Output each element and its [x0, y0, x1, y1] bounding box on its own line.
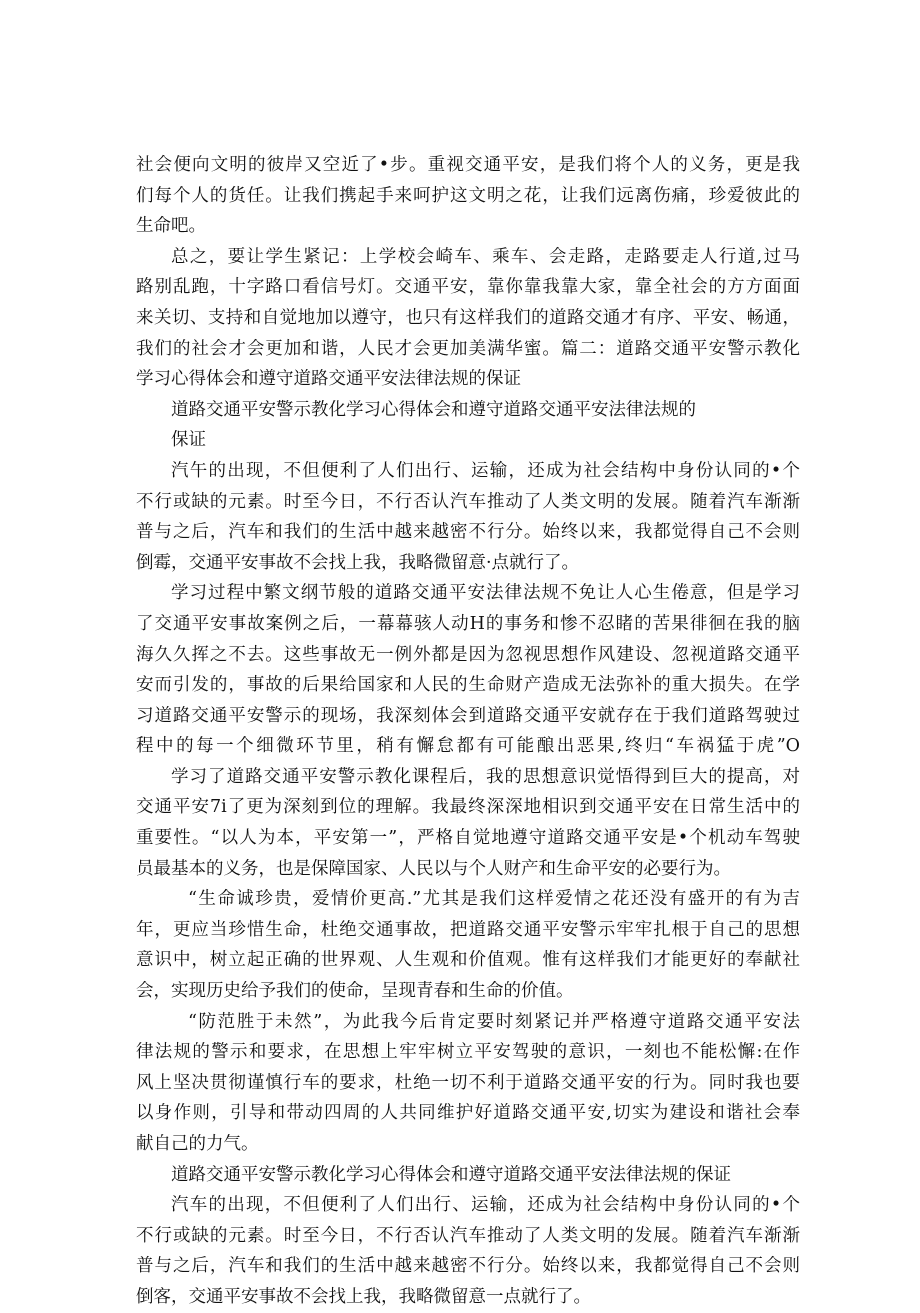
text-line: 路别乱跑，十字路口看信号灯。交通平安，靠你靠我靠大家，靠全社会的方方面面	[136, 277, 800, 298]
text-line: 普与之后，汽车和我们的生活中越来越密不行分。始终以来，我都觉得自己不会则	[136, 522, 800, 543]
text-line: 学习过程中繁文纲节般的道路交通平安法律法规不免让人心生倦意，但是学习	[171, 583, 800, 604]
text-line: 安而引发的，事故的后果给国家和人民的生命财产造成无法弥补的重大损失。在学	[136, 675, 800, 696]
text-line: 律法规的警示和要求，在思想上牢牢树立平安驾驶的意识，一刻也不能松懈:在作	[136, 1042, 800, 1063]
text-line: 汽车的出现，不但便利了人们出行、运输，还成为社会结构中身份认同的•个	[171, 1195, 800, 1216]
text-line: 我们的社会才会更加和谐，人民才会更加美满华蜜。篇二：道路交通平安警示教化	[136, 338, 800, 359]
text-line: 们每个人的货任。让我们携起手来呵护这文明之花，让我们远离伤痛，珍爱彼此的	[136, 185, 800, 206]
text-line: “生命诚珍贵，爱情价更高.”尤其是我们这样爱情之花还没有盛开的有为吉	[188, 889, 800, 910]
text-line: 会，实现历史给予我们的使命，呈现青春和生命的价值。	[136, 981, 574, 1002]
text-line: 不行或缺的元素。时至今日，不行否认汽车推动了人类文明的发展。随着汽车渐渐	[136, 1225, 800, 1246]
text-line: 来关切、支持和自觉地加以遵守，也只有这样我们的道路交通才有序、平安、畅通，	[136, 307, 800, 328]
section-heading: 道路交通平安警示教化学习心得体会和遵守道路交通平安法律法规的	[171, 399, 696, 420]
text-line: 普与之后，汽车和我们的生活中越来越密不行分。始终以来，我都觉得自己不会则	[136, 1256, 800, 1277]
text-line: 习道路交通平安警示的现场，我深刻体会到道路交通平安就存在于我们道路驾驶过	[136, 705, 800, 726]
section-heading: 道路交通平安警示教化学习心得体会和遵守道路交通平安法律法规的保证	[171, 1164, 731, 1185]
text-line: 生命吧。	[136, 216, 206, 237]
text-line: 重要性。“以人为本，平安第一”，严格自觉地遵守道路交通平安是•个机动车驾驶	[136, 828, 800, 849]
text-line: 汽午的出现，不但便利了人们出行、运输，还成为社会结构中身份认同的•个	[171, 460, 800, 481]
text-line: 社会便向文明的彼岸又空近了•步。重视交通平安，是我们将个人的义务，更是我	[136, 155, 800, 175]
text-line: 年，更应当珍惜生命，杜绝交通事故，把道路交通平安警示牢牢扎根于自己的思想	[136, 919, 800, 940]
text-line: “防范胜于未然”，为此我今后肯定要时刻紧记并严格遵守道路交通平安法	[188, 1011, 800, 1032]
text-line: 总之，要让学生紧记：上学校会崎车、乘车、会走路，走路要走人行道,过马	[171, 246, 800, 267]
document-body	[136, 150, 800, 1313]
section-heading-continued: 保证	[171, 430, 206, 451]
text-line: 不行或缺的元素。时至今日，不行否认汽车推动了人类文明的发展。随着汽车渐渐	[136, 491, 800, 512]
text-line: 风上坚决贯彻谨慎行车的要求，杜绝一切不利于道路交通平安的行为。同时我也要	[136, 1072, 800, 1093]
text-line: 倒客，交通平安事故不会找上我，我略微留意一点就行了。	[136, 1286, 591, 1307]
text-line: 程中的每一个细微环节里，稍有懈怠都有可能酿出恶果,终归“车祸猛于虎”O	[136, 736, 800, 757]
text-line: 海久久挥之不去。这些事故无一例外都是因为忽视思想作风建设、忽视道路交通平	[136, 644, 800, 665]
text-line: 以身作则，引导和带动四周的人共同维护好道路交通平安,切实为建设和谐社会奉	[136, 1103, 800, 1124]
text-line: 员最基本的义务，也是保障国家、人民以与个人财产和生命平安的必要行为。	[136, 858, 731, 879]
text-line: 献自己的力气。	[136, 1134, 259, 1154]
text-line: 学习了道路交通平安警示教化课程后，我的思想意识觉悟得到巨大的提高，对	[171, 766, 800, 787]
text-line: 学习心得体会和遵守道路交通平安法律法规的保证	[136, 369, 521, 390]
text-line: 意识中，树立起正确的世界观、人生观和价值观。惟有这样我们才能更好的奉献社	[136, 950, 800, 971]
text-line: 倒霉，交通平安事故不会找上我，我略微留意·点就行了。	[136, 552, 580, 573]
text-line: 了交通平安事故案例之后，一幕幕骇人动H的事务和惨不忍睹的苦果徘徊在我的脑	[136, 613, 800, 634]
text-line: 交通平安7i了更为深刻到位的理解。我最终深深地相识到交通平安在日常生活中的	[136, 797, 800, 818]
